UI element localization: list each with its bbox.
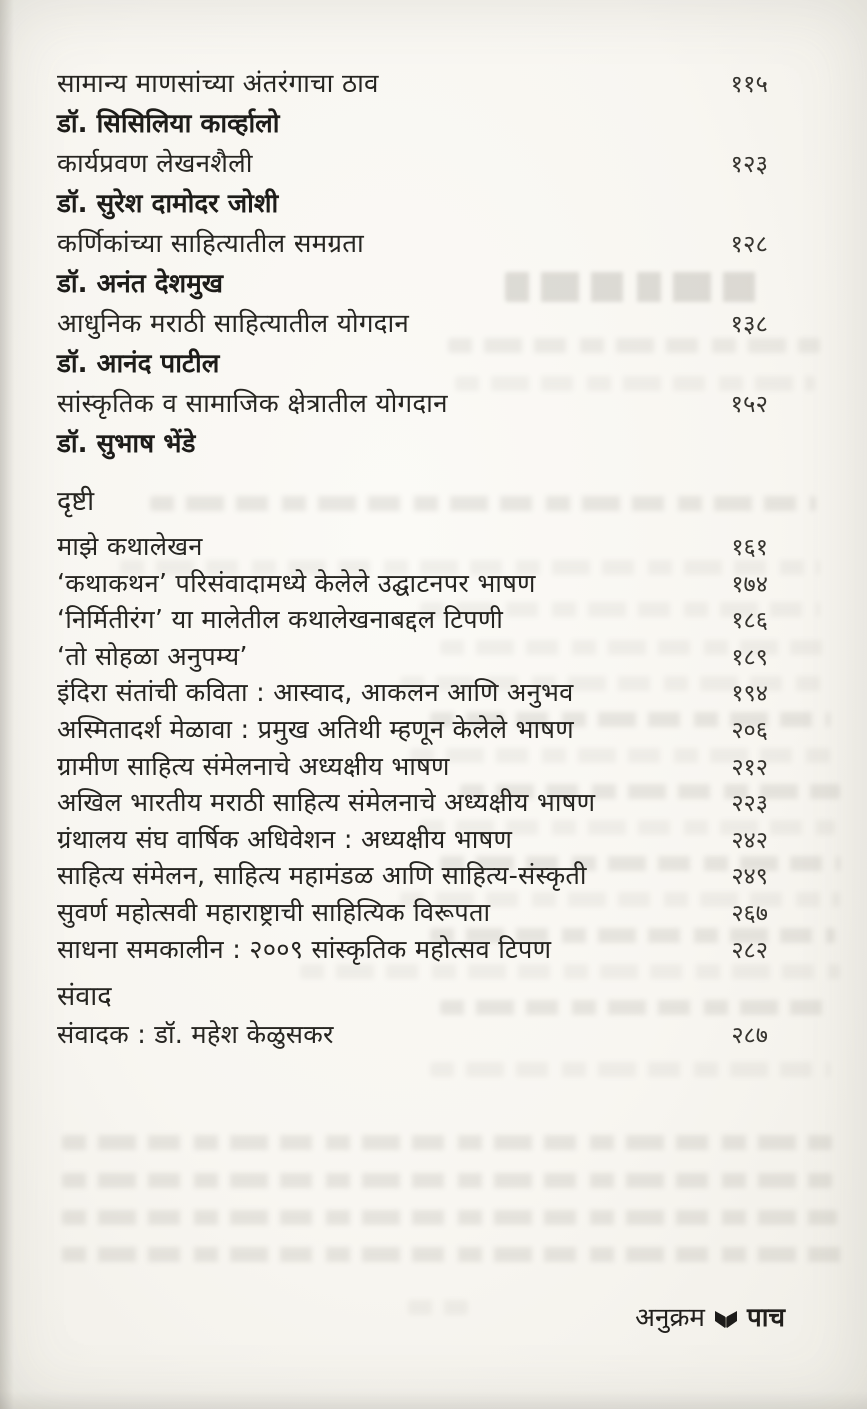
entry-row [57, 858, 768, 895]
bleed-through-text [430, 1062, 830, 1077]
toc-entry [57, 304, 768, 384]
entry-page-number: २४२ [731, 825, 768, 854]
entry-page-number: २०६ [731, 715, 768, 744]
toc-entry [57, 64, 768, 144]
entry-title: सांस्कृतिक व सामाजिक क्षेत्रातील योगदान [57, 389, 448, 419]
entry-row [57, 749, 768, 786]
entry-row [57, 1017, 768, 1054]
entry-page-number: २२३ [731, 789, 768, 818]
entry-author: डॉ. सुरेश दामोदर जोशी [57, 189, 279, 219]
entry-title: माझे कथालेखन [57, 532, 203, 562]
entry-author: डॉ. आनंद पाटील [57, 349, 220, 379]
entry-title: सुवर्ण महोत्सवी महाराष्ट्राची साहित्यिक विरूपता [57, 897, 491, 928]
page-footer [635, 1298, 785, 1334]
entry-page-number: २८७ [731, 1021, 768, 1050]
entry-page-number: १७४ [731, 569, 768, 598]
entry-title: आधुनिक मराठी साहित्यातील योगदान [57, 309, 410, 339]
entry-page-number: १२८ [730, 230, 768, 258]
entry-title: कार्यप्रवण लेखनशैली [57, 149, 253, 179]
entry-row [57, 566, 768, 603]
section-entries [57, 1017, 768, 1054]
entry-page-number: १९४ [731, 679, 768, 708]
entry-title: सामान्य माणसांच्या अंतरंगाचा ठाव [57, 69, 379, 99]
entry-title: इंदिरा संतांची कविता : आस्वाद, आकलन आणि अनुभव [57, 678, 574, 709]
toc-entry [57, 224, 768, 304]
entry-row [57, 712, 768, 749]
toc-section-drushti [57, 482, 768, 968]
toc-entry [57, 384, 768, 464]
section-heading: दृष्टी [57, 486, 95, 517]
entry-title: संवादक : डॉ. महेश केळुसकर [57, 1020, 334, 1051]
entry-row [57, 932, 768, 969]
entry-row [57, 785, 768, 822]
footer-section-label: अनुक्रम [635, 1303, 705, 1333]
entry-row [57, 675, 768, 712]
entry-author: डॉ. सुभाष भेंडे [57, 429, 196, 459]
entry-title: ‘तो सोहळा अनुपम्य’ [57, 641, 248, 672]
entry-title: साहित्य संमेलन, साहित्य महामंडळ आणि साहित्य-संस्कृती [57, 861, 587, 892]
entry-row [57, 639, 768, 676]
entry-author: डॉ. सिसिलिया कार्व्हालो [57, 109, 280, 139]
footer-page-word: पाच [746, 1303, 785, 1333]
entry-title: ‘निर्मितीरंग’ या मालेतील कथालेखनाबद्दल टिपणी [57, 605, 504, 636]
open-book-icon [714, 1308, 738, 1329]
entry-row [57, 224, 768, 264]
entry-row [57, 64, 768, 104]
section-entries [57, 529, 768, 968]
entry-row [57, 822, 768, 859]
entry-page-number: १८६ [731, 606, 768, 635]
entry-title: ग्रंथालय संघ वार्षिक अधिवेशन : अध्यक्षीय भाषण [57, 824, 513, 855]
entry-page-number: २४९ [731, 862, 768, 891]
entry-page-number: १२३ [730, 150, 768, 178]
table-of-contents [57, 64, 768, 1054]
entry-page-number: २८२ [731, 935, 768, 964]
entry-row [57, 895, 768, 932]
bleed-through-text [62, 1173, 832, 1188]
entry-page-number: १८९ [731, 642, 768, 671]
toc-section-authors [57, 64, 768, 464]
entry-page-number: १३८ [730, 310, 768, 338]
entry-title: अस्मितादर्श मेळावा : प्रमुख अतिथी म्हणून केलेले भाषण [57, 714, 574, 745]
bleed-through-text [62, 1210, 837, 1225]
entry-author: डॉ. अनंत देशमुख [57, 269, 224, 299]
bleed-through-text [62, 1247, 842, 1262]
entry-row [57, 384, 768, 424]
entry-row [57, 144, 768, 184]
toc-section-samvad [57, 977, 768, 1054]
entry-row [57, 304, 768, 344]
entry-page-number: ११५ [730, 70, 768, 98]
entry-page-number: १५२ [730, 390, 768, 418]
toc-entry [57, 144, 768, 224]
entry-title: ‘कथाकथन’ परिसंवादामध्ये केलेले उद्घाटनपर भाषण [57, 568, 536, 599]
entry-page-number: २६७ [731, 898, 768, 927]
entry-page-number: २१२ [731, 752, 768, 781]
entry-row [57, 602, 768, 639]
entry-title: अखिल भारतीय मराठी साहित्य संमेलनाचे अध्यक्षीय भाषण [57, 788, 596, 819]
entry-title: ग्रामीण साहित्य संमेलनाचे अध्यक्षीय भाषण [57, 751, 450, 782]
bleed-through-text [62, 1135, 832, 1150]
entry-row [57, 529, 768, 566]
section-heading: संवाद [57, 981, 112, 1013]
bleed-through-text [408, 1300, 468, 1315]
entry-title: कर्णिकांच्या साहित्यातील समग्रता [57, 229, 364, 259]
entry-page-number: १६१ [731, 533, 768, 561]
entry-title: साधना समकालीन : २००९ सांस्कृतिक महोत्सव टिपण [57, 934, 552, 965]
